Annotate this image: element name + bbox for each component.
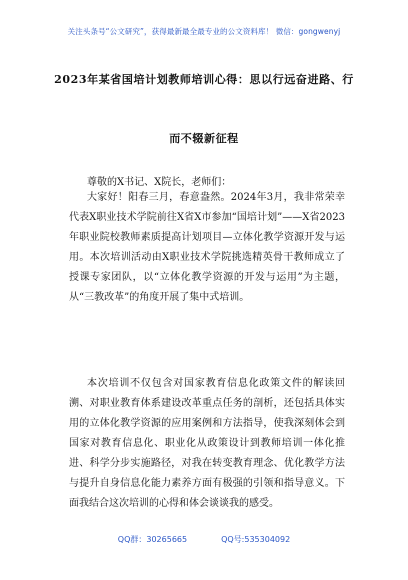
document-title-line-1: 2023年某省国培计划教师培训心得：思以行远奋进路、行 — [54, 73, 354, 86]
document-title-line-2: 而不辍新征程 — [169, 132, 239, 145]
footer-qq-group: QQ群：30265665 — [117, 535, 188, 544]
header-promo-banner: 关注头条号“公文研究”，获得最新最全最专业的公文资料库！ 微信：gongwenyj — [67, 27, 341, 36]
body-paragraph-1: 大家好！阳春三月，春意盎然。2024年3月，我非常荣幸代表X职业技术学院前往X省X市参加“国培计划”——X省2023年职业院校教师素质提高计划项目—立体化教学资源开发与运用。本次培训活动由X职业技术学院挑选精英骨干教师成立了授课专家团队，以“立体化教学资源的开发与运用”为主题，从“三教改革”的角度开展了集中式培训。 — [69, 192, 345, 303]
footer-qq-number: QQ号:535304092 — [221, 535, 291, 544]
salutation: 尊敬的X书记、X院长，老师们： — [87, 177, 232, 188]
footer-contact-banner — [0, 534, 408, 545]
body-paragraph-2: 本次培训不仅包含对国家教育信息化政策文件的解读回溯、对职业教育体系建设改革重点任务的剖析，还包括具体实用的立体化教学资源的应用案例和方法指导，使我深刻体会到国家对教育信息化、职业化从政策设计到教师培训一体化推进、科学分步实施路径，对我在转变教育理念、优化教学方法与提升自身信息化能力素养方面有极强的引领和指导意义。下面我结合这次培训的心得和体会谈谈我的感受。 — [69, 378, 345, 509]
